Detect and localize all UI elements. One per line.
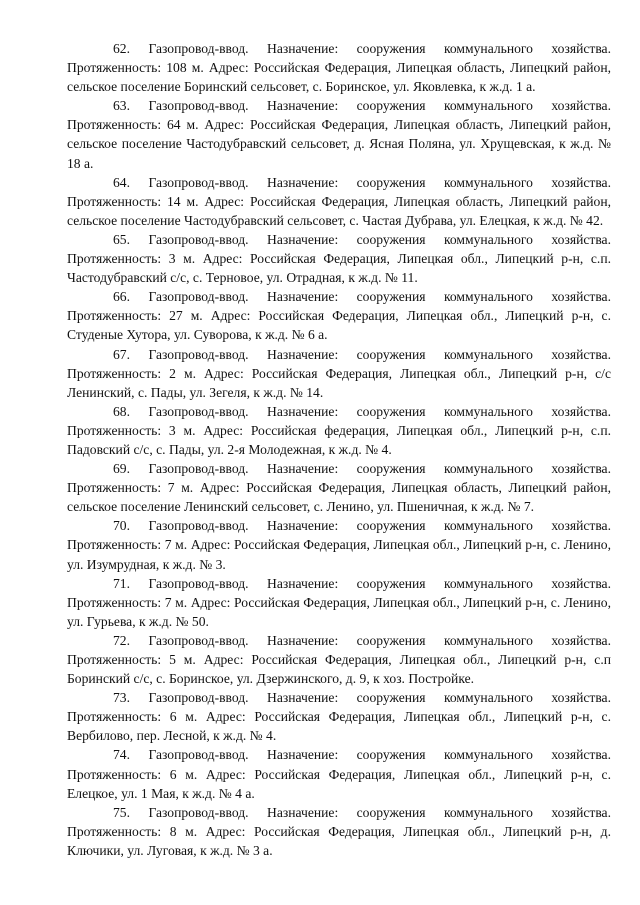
list-item (67, 574, 611, 631)
list-item (67, 287, 611, 344)
list-item (67, 230, 611, 287)
list-item (67, 803, 611, 860)
item-text: Газопровод-ввод. Назначение: сооружения коммунального хозяйства. Протяженность: 7 м. Адрес: Российская Федерация, Липецкая область, Липецкий район, сельское поселение Ленинский сельсовет, с. Ленино, ул. Пшеничная, к ж.д. № 7. (67, 461, 611, 515)
list-item (67, 96, 611, 172)
item-text: Газопровод-ввод. Назначение: сооружения коммунального хозяйства. Протяженность: 6 м. Адрес: Российская Федерация, Липецкая обл., Липецкий р-н, с. Елецкое, ул. 1 Мая, к ж.д. № 4 а. (67, 747, 611, 801)
item-text: Газопровод-ввод. Назначение: сооружения коммунального хозяйства. Протяженность: 27 м. Адрес: Российская Федерация, Липецкая обл., Липецкий р-н, с. Студеные Хутора, ул. Суворова, к ж.д. № 6 а. (67, 289, 611, 343)
item-text: Газопровод-ввод. Назначение: сооружения коммунального хозяйства. Протяженность: 3 м. Адрес: Российская федерация, Липецкая обл., Липецкий р-н, с.п. Падовский с/с, с. Пады, ул. 2-я Молодежная, к ж.д. № 4. (67, 403, 611, 457)
item-text: Газопровод-ввод. Назначение: сооружения коммунального хозяйства. Протяженность: 3 м. Адрес: Российская Федерация, Липецкая обл., Липецкий р-н, с.п. Частодубравский с/с, с. Терновое, ул. Отрадная, к ж.д. № 11. (67, 231, 611, 286)
item-number: 63. (113, 98, 130, 114)
item-text: Газопровод-ввод. Назначение: сооружения коммунального хозяйства. Протяженность: 7 м. Адрес: Российская Федерация, Липецкая обл., Липецкий р-н, с. Ленино, ул. Гурьева, к ж.д. № 50. (67, 575, 611, 629)
item-number: 74. (113, 747, 130, 763)
item-text: Газопровод-ввод. Назначение: сооружения коммунального хозяйства. Протяженность: 108 м. Адрес: Российская Федерация, Липецкая область, Липецкий район, сельское поселение Боринский сельсовет, с. Боринское, ул. Яковлевка, к ж.д. 1 а. (67, 41, 611, 95)
list-item (67, 459, 611, 516)
item-number: 69. (113, 461, 130, 477)
item-number: 62. (113, 41, 130, 56)
list-item (67, 745, 611, 802)
list-item (67, 516, 611, 573)
item-text: Газопровод-ввод. Назначение: сооружения коммунального хозяйства. Протяженность: 2 м. Адрес: Российская Федерация, Липецкая обл., Липецкий р-н, с/с Ленинский, с. Пады, ул. Зегеля, к ж.д. № 14. (67, 346, 611, 400)
item-number: 71. (113, 575, 130, 591)
item-text: Газопровод-ввод. Назначение: сооружения коммунального хозяйства. Протяженность: 5 м. Адрес: Российская Федерация, Липецкая обл., Липецкий р-н, с.п Боринский с/с, с. Боринское, ул. Дзержинского, д. 9, к хоз. Постройке. (67, 632, 611, 687)
list-item (67, 345, 611, 402)
item-text: Газопровод-ввод. Назначение: сооружения коммунального хозяйства. Протяженность: 6 м. Адрес: Российская Федерация, Липецкая обл., Липецкий р-н, с. Вербилово, пер. Лесной, к ж.д. № 4. (67, 690, 611, 744)
item-number: 67. (113, 346, 130, 362)
item-number: 66. (113, 289, 130, 305)
document-page (67, 39, 611, 860)
item-number: 65. (113, 231, 130, 247)
list-item (67, 688, 611, 745)
item-text: Газопровод-ввод. Назначение: сооружения коммунального хозяйства. Протяженность: 7 м. Адрес: Российская Федерация, Липецкая обл., Липецкий р-н, с. Ленино, ул. Изумрудная, к ж.д. № 3. (67, 518, 611, 572)
item-text: Газопровод-ввод. Назначение: сооружения коммунального хозяйства. Протяженность: 8 м. Адрес: Российская Федерация, Липецкая обл., Липецкий р-н, д. Ключики, ул. Луговая, к ж.д. № 3 а. (67, 804, 611, 858)
list-item (67, 173, 611, 230)
item-number: 73. (113, 690, 130, 706)
list-item (67, 631, 611, 688)
item-number: 72. (113, 632, 130, 648)
item-number: 70. (113, 518, 130, 534)
item-text: Газопровод-ввод. Назначение: сооружения коммунального хозяйства. Протяженность: 64 м. Адрес: Российская Федерация, Липецкая область, Липецкий район, сельское поселение Частодубравский сельсовет, д. Ясная Поляна, ул. Хрущевская, к ж.д. № 18 а. (67, 98, 611, 171)
item-number: 64. (113, 174, 130, 190)
item-number: 68. (113, 403, 130, 419)
list-item (67, 39, 611, 96)
item-text: Газопровод-ввод. Назначение: сооружения коммунального хозяйства. Протяженность: 14 м. Адрес: Российская Федерация, Липецкая область, Липецкий район, сельское поселение Частодубравский сельсовет, с. Частая Дубрава, ул. Елецкая, к ж.д. № 42. (67, 174, 611, 228)
list-item (67, 402, 611, 459)
item-number: 75. (113, 804, 130, 820)
